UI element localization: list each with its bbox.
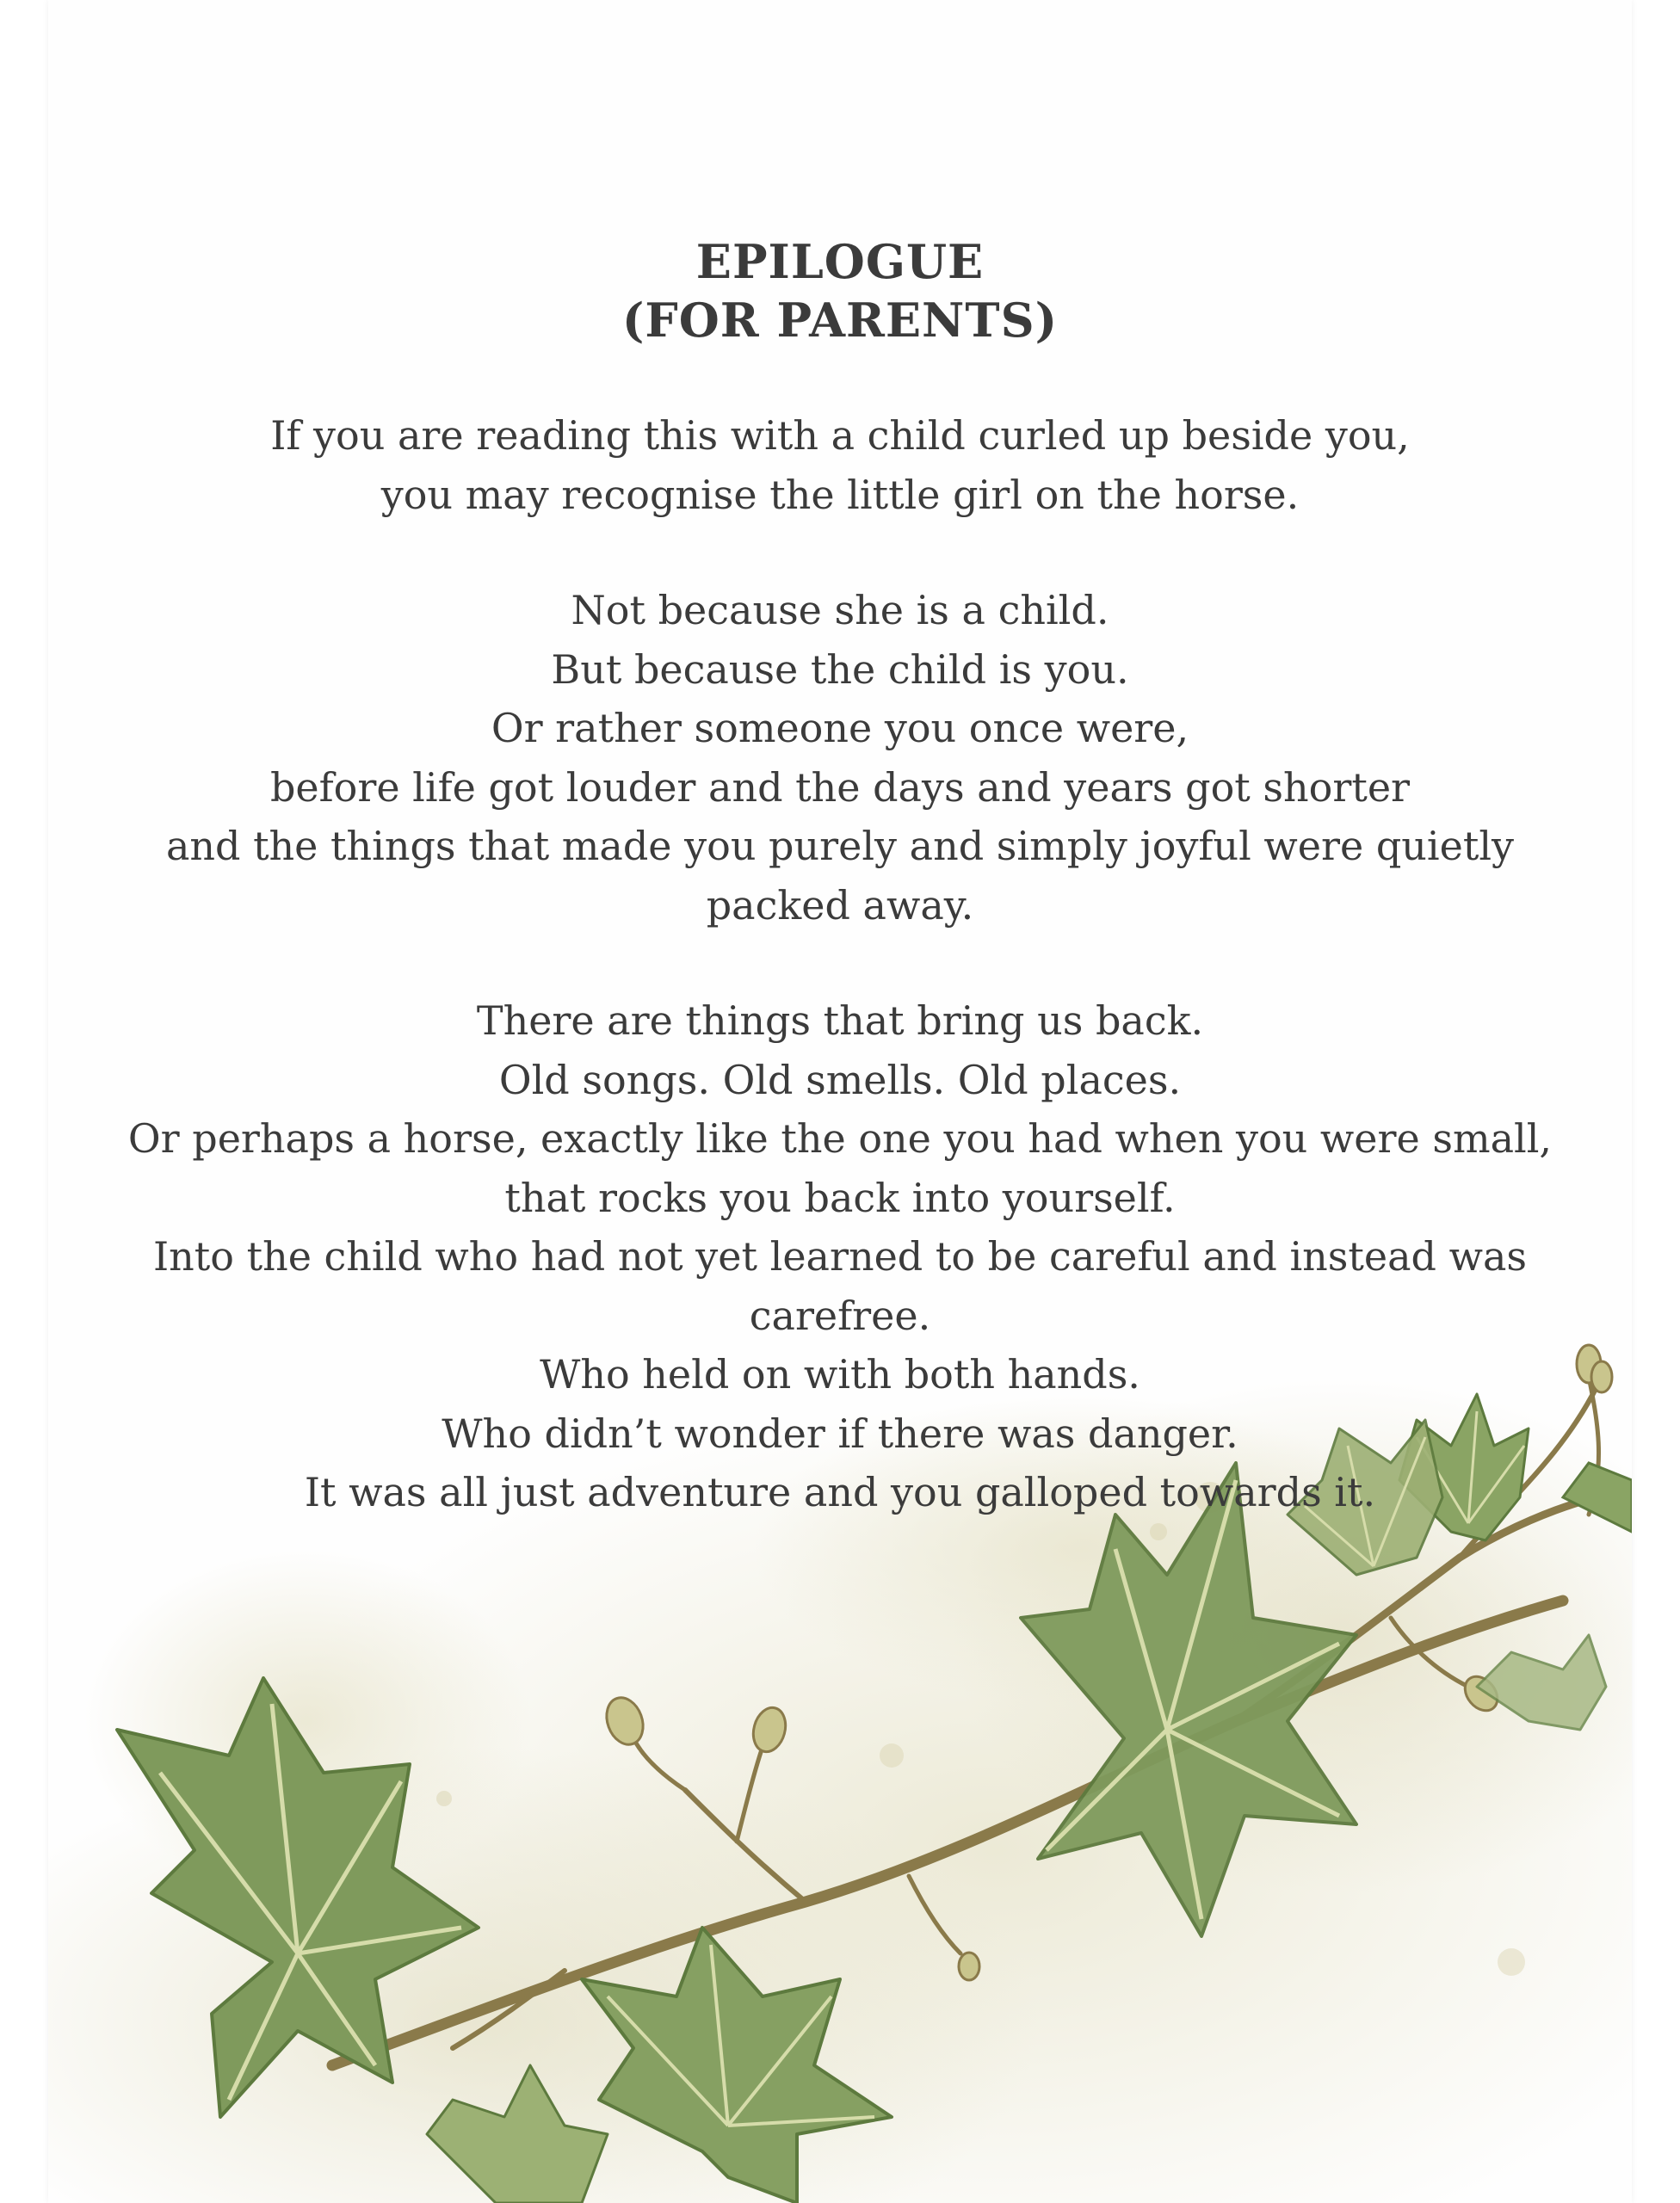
text-line: and the things that made you purely and simply joyful were quietly — [165, 823, 1515, 869]
text-line: Who didn’t wonder if there was danger. — [442, 1410, 1238, 1457]
book-page — [48, 0, 1632, 2203]
ivy-leaf-bottom-left-small — [427, 2065, 608, 2203]
text-line: If you are reading this with a child curled up beside you, — [270, 412, 1410, 459]
text-line: Into the child who had not yet learned to be careful and instead was — [152, 1233, 1528, 1280]
text-line: It was all just adventure and you galloped towards it. — [304, 1469, 1376, 1515]
text-line: that rocks you back into yourself. — [504, 1174, 1176, 1221]
ivy-leaf-left-large — [117, 1678, 479, 2117]
text-line: carefree. — [749, 1292, 931, 1339]
epilogue-text — [48, 232, 1632, 1522]
title-line: EPILOGUE — [695, 234, 985, 289]
text-line: you may recognise the little girl on the horse. — [380, 471, 1300, 518]
text-line: Not because she is a child. — [571, 587, 1109, 633]
stanza-2 — [48, 581, 1632, 935]
text-line: But because the child is you. — [551, 645, 1129, 693]
text-line: Old songs. Old smells. Old places. — [498, 1056, 1182, 1103]
text-line: Or rather someone you once were, — [491, 705, 1189, 751]
epilogue-title — [48, 232, 1632, 349]
text-line: Who held on with both hands. — [540, 1351, 1140, 1398]
ivy-leaf-bottom-right — [1477, 1635, 1606, 1730]
stanza-1 — [48, 406, 1632, 524]
text-line: There are things that bring us back. — [476, 997, 1204, 1044]
text-line: packed away. — [706, 881, 974, 929]
text-line: before life got louder and the days and years got shorter — [269, 763, 1411, 811]
ivy-leaf-bottom-middle — [582, 1928, 892, 2203]
ivy-leaf-large-center — [1021, 1463, 1356, 1936]
title-line: (FOR PARENTS) — [621, 293, 1059, 348]
stanza-3 — [48, 991, 1632, 1522]
text-line: Or perhaps a horse, exactly like the one you had when you were small, — [127, 1115, 1553, 1162]
